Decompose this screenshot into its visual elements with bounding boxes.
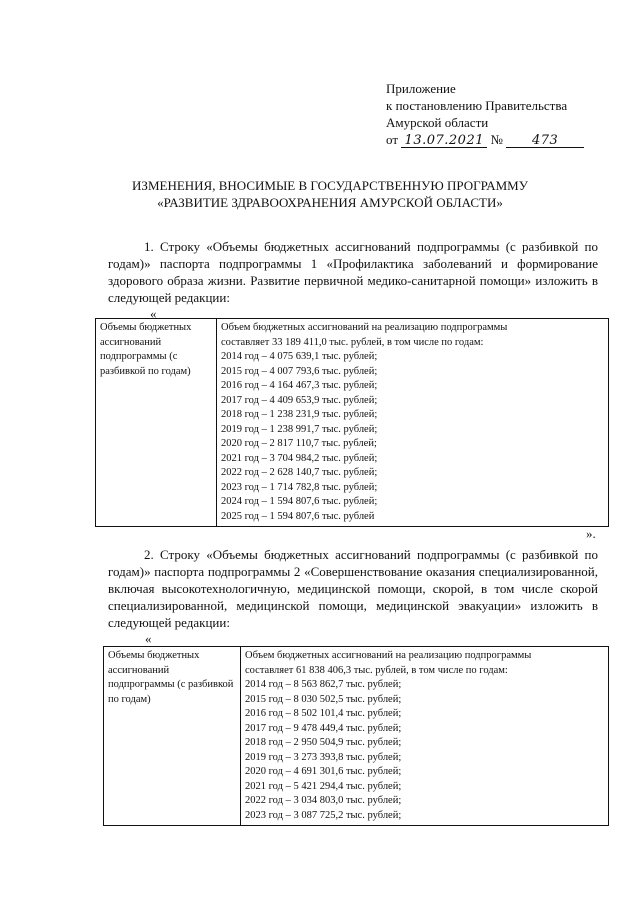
title-line-2: «РАЗВИТИЕ ЗДРАВООХРАНЕНИЯ АМУРСКОЙ ОБЛАСТИ» [157, 195, 503, 210]
table-line: 2023 год – 1 714 782,8 тыс. рублей; [221, 481, 378, 493]
item-2-paragraph: 2. Строку «Объемы бюджетных ассигнований подпрограммы (с разбивкой по годам)» паспорта подпрограммы 2 «Совершенствование оказания специализированной, включая высокотехнологичную, медицинской помощи, скорой, в том числе скорой специализированной, медицинской помощи, медицинской эвакуации» изложить в следующей редакции: [108, 547, 598, 630]
date-prefix: от [386, 132, 399, 147]
table-line: 2016 год – 4 164 467,3 тыс. рублей; [221, 380, 378, 391]
appendix-date-line [386, 131, 626, 148]
handwritten-number: 473 [506, 134, 584, 148]
number-prefix: № [490, 132, 503, 147]
appendix-line-1: Приложение [386, 81, 456, 96]
table-line: Объем бюджетных ассигнований на реализацию подпрограммы [245, 650, 532, 661]
item-1-paragraph: 1. Строку «Объемы бюджетных ассигнований подпрограммы (с разбивкой по годам)» паспорта подпрограммы 1 «Профилактика заболеваний и формирование здорового образа жизни. Развитие первичной медико-санитарной помощи» изложить в следующей редакции: [108, 239, 598, 305]
table-line: 2020 год – 2 817 110,7 тыс. рублей; [221, 438, 377, 449]
table-line: 2022 год – 3 034 803,0 тыс. рублей; [245, 795, 402, 806]
table-left-cell: Объемы бюджетных ассигнований подпрограммы (с разбивкой по годам) [96, 319, 217, 527]
table-left-cell: Объемы бюджетных ассигнований подпрограммы (с разбивкой по годам) [104, 647, 241, 826]
item-1-table [95, 318, 609, 527]
table-right-cell [217, 319, 609, 527]
table-right-cell [241, 647, 609, 826]
table-line: 2022 год – 2 628 140,7 тыс. рублей; [221, 467, 378, 478]
table-line: 2025 год – 1 594 807,6 тыс. рублей [221, 510, 375, 522]
appendix-line-2: к постановлению Правительства [386, 98, 568, 113]
table-line: 2019 год – 1 238 991,7 тыс. рублей; [221, 423, 378, 435]
table-line: 2014 год – 4 075 639,1 тыс. рублей; [221, 351, 378, 362]
table-line: 2018 год – 1 238 231,9 тыс. рублей; [221, 409, 378, 420]
table-line: 2015 год – 8 030 502,5 тыс. рублей; [245, 693, 402, 705]
handwritten-date: 13.07.2021 [401, 134, 487, 148]
table-line: 2014 год – 8 563 862,7 тыс. рублей; [245, 679, 402, 690]
table-line: 2015 год – 4 007 793,6 тыс. рублей; [221, 365, 378, 377]
table-line: 2017 год – 4 409 653,9 тыс. рублей; [221, 394, 378, 406]
item-2-table [103, 646, 609, 826]
table-line: 2019 год – 3 273 393,8 тыс. рублей; [245, 751, 402, 763]
table-line: составляет 61 838 406,3 тыс. рублей, в том числе по годам: [245, 664, 508, 676]
table-line: 2021 год – 3 704 984,2 тыс. рублей; [221, 452, 378, 464]
title-line-1: ИЗМЕНЕНИЯ, ВНОСИМЫЕ В ГОСУДАРСТВЕННУЮ ПРОГРАММУ [132, 178, 528, 193]
table-line: 2016 год – 8 502 101,4 тыс. рублей; [245, 708, 402, 719]
table-line: 2024 год – 1 594 807,6 тыс. рублей; [221, 496, 378, 507]
table-line: 2021 год – 5 421 294,4 тыс. рублей; [245, 780, 402, 792]
document-title [60, 177, 600, 211]
table-line: составляет 33 189 411,0 тыс. рублей, в том числе по годам: [221, 336, 484, 348]
item-1-open-quote: « [150, 306, 157, 321]
table-line: 2020 год – 4 691 301,6 тыс. рублей; [245, 766, 402, 777]
appendix-line-3: Амурской области [386, 115, 489, 130]
table-line: 2017 год – 9 478 449,4 тыс. рублей; [245, 722, 402, 734]
table-line: 2018 год – 2 950 504,9 тыс. рублей; [245, 737, 402, 748]
appendix-block [386, 80, 626, 148]
table-row [96, 319, 609, 527]
table-row [104, 647, 609, 826]
item-2-open-quote: « [145, 631, 152, 646]
table-line: Объем бюджетных ассигнований на реализацию подпрограммы [221, 322, 508, 333]
table-line: 2023 год – 3 087 725,2 тыс. рублей; [245, 809, 402, 821]
item-1-close-quote: ». [586, 526, 596, 541]
